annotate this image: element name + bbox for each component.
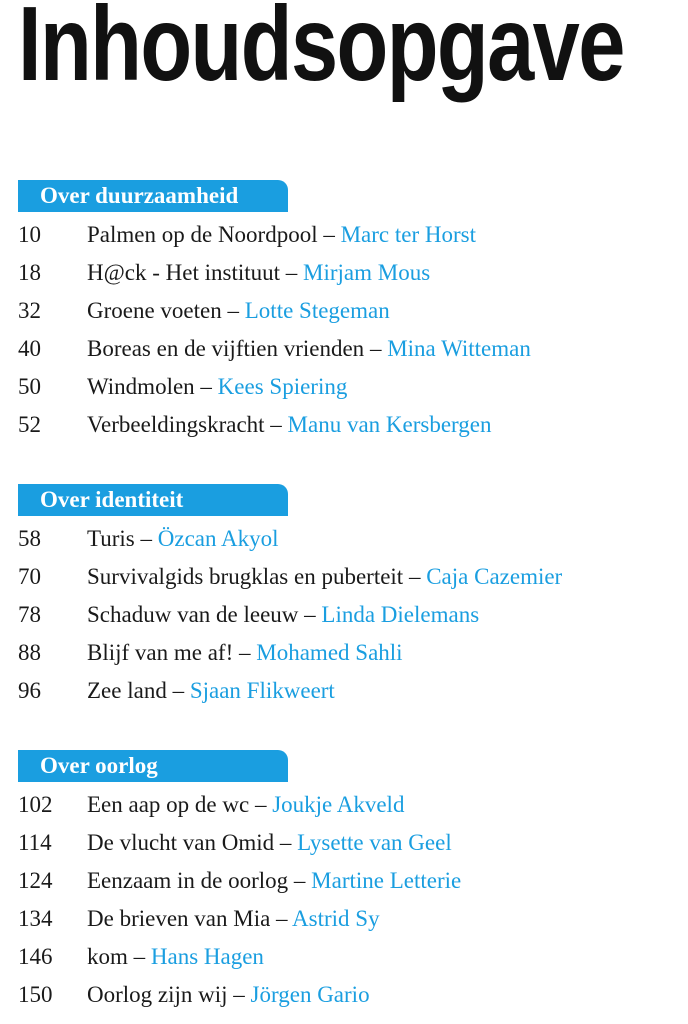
toc-entry[interactable] [0, 558, 688, 596]
toc-entry[interactable] [0, 862, 688, 900]
separator-dash: – [239, 640, 251, 665]
toc-entry[interactable] [0, 368, 688, 406]
story-title: De vlucht van Omid [87, 830, 275, 855]
author-name: Mirjam Mous [303, 260, 431, 285]
toc-entry[interactable] [0, 596, 688, 634]
separator-dash: – [270, 412, 282, 437]
separator-dash: – [304, 602, 316, 627]
separator-dash: – [133, 944, 146, 969]
section-identiteit [0, 484, 688, 710]
separator-dash: – [276, 906, 288, 931]
story-title: Eenzaam in de oorlog [87, 868, 289, 893]
story-title: Schaduw van de leeuw [87, 602, 299, 627]
author-name: Linda Dielemans [321, 602, 480, 627]
toc-entry[interactable] [0, 216, 688, 254]
toc-entry[interactable] [0, 938, 688, 976]
toc-entry[interactable] [0, 672, 688, 710]
toc-entry[interactable] [0, 520, 688, 558]
author-name: Joukje Akveld [272, 792, 405, 817]
separator-dash: – [285, 260, 298, 285]
toc-entry[interactable] [0, 976, 688, 1014]
page-number: 102 [18, 792, 53, 817]
story-title: Survivalgids brugklas en puberteit [87, 564, 404, 589]
section-oorlog [0, 750, 688, 1014]
story-title: De brieven van Mia [87, 906, 271, 931]
section-heading: Over identiteit [18, 484, 288, 516]
separator-dash: – [323, 222, 335, 247]
page-number: 50 [18, 374, 41, 399]
page-number: 96 [18, 678, 41, 703]
author-name: Hans Hagen [150, 944, 264, 969]
story-title: Een aap op de wc [87, 792, 250, 817]
page-number: 150 [18, 982, 53, 1007]
story-title: Windmolen [87, 374, 195, 399]
author-name: Jörgen Gario [250, 982, 370, 1007]
story-title: Boreas en de vijftien vrienden [87, 336, 365, 361]
story-title: Blijf van me af! [87, 640, 234, 665]
separator-dash: – [254, 792, 267, 817]
page-number: 146 [18, 944, 53, 969]
separator-dash: – [227, 298, 239, 323]
toc-entry[interactable] [0, 634, 688, 672]
author-name: Lysette van Geel [297, 830, 452, 855]
page-title: Inhoudsopgave [18, 0, 624, 103]
page-number: 78 [18, 602, 41, 627]
page-number: 58 [18, 526, 41, 551]
toc-entry[interactable] [0, 786, 688, 824]
page-number: 70 [18, 564, 41, 589]
author-name: Mina Witteman [387, 336, 531, 361]
page-number: 40 [18, 336, 41, 361]
toc-entry[interactable] [0, 292, 688, 330]
story-title: Palmen op de Noordpool [87, 222, 318, 247]
page-number: 134 [18, 906, 53, 931]
author-name: Mohamed Sahli [256, 640, 403, 665]
separator-dash: – [140, 526, 152, 551]
author-name: Özcan Akyol [157, 526, 279, 551]
section-heading: Over duurzaamheid [18, 180, 288, 212]
story-title: Groene voeten [87, 298, 222, 323]
page-number: 52 [18, 412, 41, 437]
page-number: 124 [18, 868, 53, 893]
story-title: Turis [87, 526, 135, 551]
author-name: Astrid Sy [292, 906, 380, 931]
story-title: Verbeeldingskracht [87, 412, 265, 437]
story-title: Oorlog zijn wij [87, 982, 228, 1007]
separator-dash: – [408, 564, 421, 589]
story-title: kom [87, 944, 128, 969]
author-name: Martine Letterie [311, 868, 462, 893]
separator-dash: – [279, 830, 292, 855]
separator-dash: – [200, 374, 212, 399]
page-number: 114 [18, 830, 52, 855]
toc-entry[interactable] [0, 900, 688, 938]
author-name: Sjaan Flikweert [189, 678, 335, 703]
story-title: Zee land [87, 678, 167, 703]
page-number: 18 [18, 260, 41, 285]
section-duurzaamheid [0, 180, 688, 444]
separator-dash: – [172, 678, 185, 703]
page-number: 10 [18, 222, 41, 247]
section-heading: Over oorlog [18, 750, 288, 782]
page-number: 32 [18, 298, 41, 323]
page-number: 88 [18, 640, 41, 665]
author-name: Marc ter Horst [340, 222, 477, 247]
author-name: Caja Cazemier [426, 564, 563, 589]
toc-entry[interactable] [0, 330, 688, 368]
separator-dash: – [369, 336, 382, 361]
author-name: Kees Spiering [217, 374, 348, 399]
toc-entry[interactable] [0, 254, 688, 292]
story-title: H@ck - Het instituut [87, 260, 281, 285]
separator-dash: – [293, 868, 306, 893]
separator-dash: – [233, 982, 245, 1007]
toc-entry[interactable] [0, 406, 688, 444]
author-name: Lotte Stegeman [244, 298, 390, 323]
author-name: Manu van Kersbergen [287, 412, 492, 437]
toc-entry[interactable] [0, 824, 688, 862]
